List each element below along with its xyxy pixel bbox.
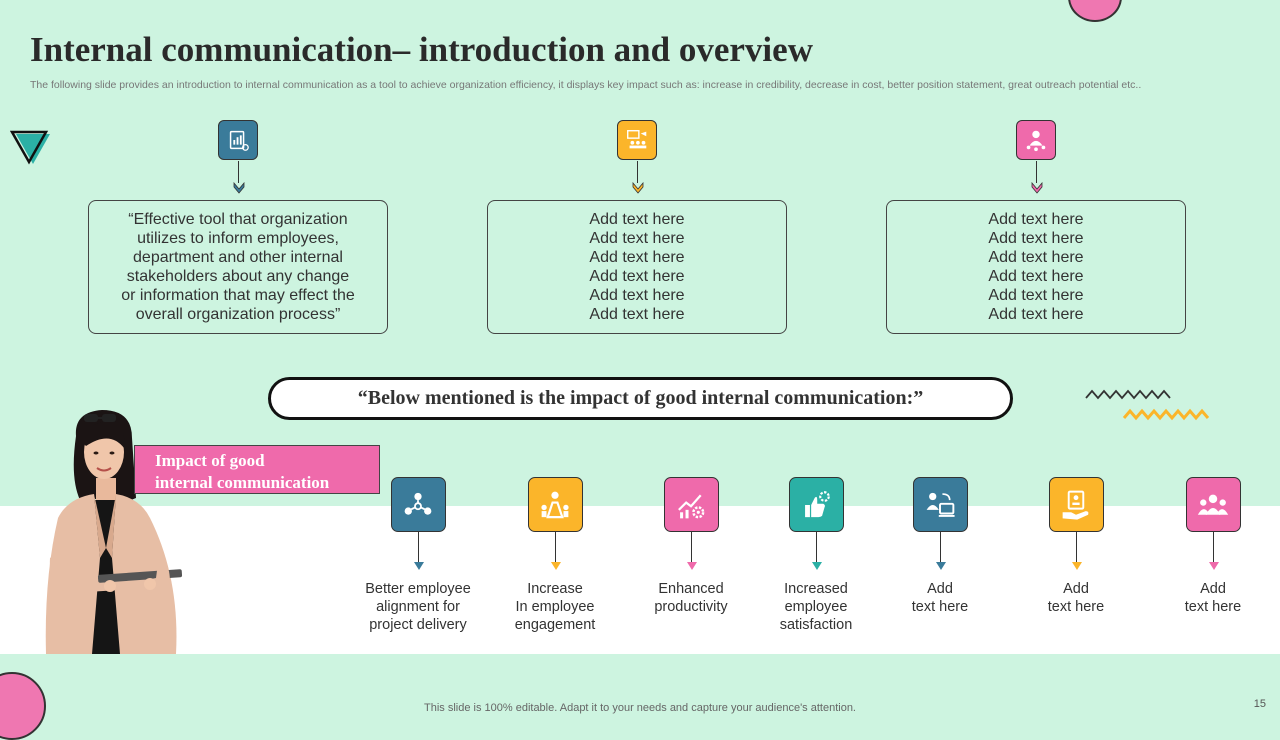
card-text-line: Add text here <box>988 249 1084 266</box>
card-text-line: Add text here <box>988 287 1084 304</box>
impact-text-line: Increase <box>527 581 583 597</box>
top-text-card <box>88 200 388 334</box>
impact-text-line: text here <box>1047 599 1105 615</box>
card-text-line: Add text here <box>988 230 1084 247</box>
impact-label <box>134 445 380 494</box>
impact-text-line: Increased <box>784 581 848 597</box>
impact-text-line: satisfaction <box>779 617 853 633</box>
connector-line <box>691 532 692 562</box>
card-text-line: Add text here <box>988 306 1084 323</box>
impact-icon-box <box>789 477 844 532</box>
card-text-line: Add text here <box>589 249 685 266</box>
top-text-card <box>487 200 787 334</box>
card-text-line: Add text here <box>589 211 685 228</box>
top-card-icon-box <box>1016 120 1056 160</box>
impact-text-line: alignment for <box>376 599 460 615</box>
engagement-people-icon <box>538 488 572 522</box>
impact-icon-box <box>528 477 583 532</box>
card-text-line: “Effective tool that organization <box>128 211 348 228</box>
report-document-icon <box>225 127 251 153</box>
impact-text-line: Better employee <box>365 581 471 597</box>
impact-icon-box <box>664 477 719 532</box>
top-text-card <box>886 200 1186 334</box>
productivity-chart-gear-icon <box>674 488 708 522</box>
impact-banner: “Below mentioned is the impact of good internal communication:” <box>268 377 1013 420</box>
id-card-hand-icon <box>1059 488 1093 522</box>
connector-line <box>418 532 419 562</box>
page-title: Internal communication– introduction and overview <box>30 30 813 69</box>
chevron-down-icon <box>1031 182 1043 194</box>
impact-text-line: project delivery <box>369 617 467 633</box>
impact-item-text <box>626 580 756 616</box>
connector-line <box>637 161 638 183</box>
connector-line <box>816 532 817 562</box>
impact-icon-box <box>1049 477 1104 532</box>
impact-text-line: Add <box>1200 581 1226 597</box>
footer-text: This slide is 100% editable. Adapt it to your needs and capture your audience's attention. <box>424 702 856 714</box>
card-text-line: Add text here <box>589 287 685 304</box>
decorative-circle-top <box>1068 0 1122 22</box>
top-card-icon-box <box>218 120 258 160</box>
impact-text-line: employee <box>784 599 848 615</box>
connector-line <box>555 532 556 562</box>
arrow-down-icon <box>812 562 822 570</box>
impact-icon-box <box>913 477 968 532</box>
impact-text-line: engagement <box>514 617 596 633</box>
impact-text-line: Add <box>1063 581 1089 597</box>
connector-line <box>1213 532 1214 562</box>
connector-line <box>1076 532 1077 562</box>
arrow-down-icon <box>1209 562 1219 570</box>
remote-work-icon <box>923 488 957 522</box>
decorative-zigzag-icon <box>1084 386 1210 426</box>
impact-item-text <box>1148 580 1278 616</box>
arrow-down-icon <box>936 562 946 570</box>
group-people-icon <box>1196 488 1230 522</box>
card-text-line: or information that may effect the <box>121 287 355 304</box>
impact-text-line: text here <box>911 599 969 615</box>
team-alignment-icon <box>401 488 435 522</box>
card-text-line: stakeholders about any change <box>126 268 350 285</box>
connector-line <box>238 161 239 183</box>
arrow-down-icon <box>551 562 561 570</box>
impact-text-line: productivity <box>654 599 728 615</box>
card-text-line: Add text here <box>589 268 685 285</box>
satisfaction-thumbs-up-icon <box>799 488 833 522</box>
impact-item-text <box>490 580 620 634</box>
chevron-down-icon <box>632 182 644 194</box>
impact-text-line: text here <box>1184 599 1242 615</box>
impact-item-text <box>353 580 483 634</box>
card-text-line: utilizes to inform employees, <box>137 230 339 247</box>
impact-label-line-1: Impact of good <box>155 451 265 470</box>
impact-text-line: Add <box>927 581 953 597</box>
top-card-icon-box <box>617 120 657 160</box>
impact-item-text <box>875 580 1005 616</box>
card-text-line: Add text here <box>988 211 1084 228</box>
presentation-team-icon <box>624 127 650 153</box>
page-number: 15 <box>1253 698 1266 710</box>
impact-text-line: Enhanced <box>658 581 724 597</box>
impact-item-text <box>1011 580 1141 616</box>
arrow-down-icon <box>687 562 697 570</box>
card-text-line: department and other internal <box>133 249 343 266</box>
business-person-network-icon <box>1023 127 1049 153</box>
card-text-line: Add text here <box>589 306 685 323</box>
impact-text-line: In employee <box>515 599 595 615</box>
impact-item-text <box>751 580 881 634</box>
impact-icon-box <box>391 477 446 532</box>
card-text-line: overall organization process” <box>135 306 341 323</box>
impact-label-line-2: internal communication <box>155 473 330 492</box>
arrow-down-icon <box>414 562 424 570</box>
decorative-triangle-icon <box>10 130 52 166</box>
connector-line <box>940 532 941 562</box>
card-text-line: Add text here <box>988 268 1084 285</box>
chevron-down-icon <box>233 182 245 194</box>
arrow-down-icon <box>1072 562 1082 570</box>
connector-line <box>1036 161 1037 183</box>
page-subtitle: The following slide provides an introduction to internal communication as a tool to achieve organization efficiency, it displays key impact such as: increase in credibility, decrease in cost, better position statement, great outreach potential etc.. <box>30 79 1142 91</box>
card-text-line: Add text here <box>589 230 685 247</box>
impact-icon-box <box>1186 477 1241 532</box>
